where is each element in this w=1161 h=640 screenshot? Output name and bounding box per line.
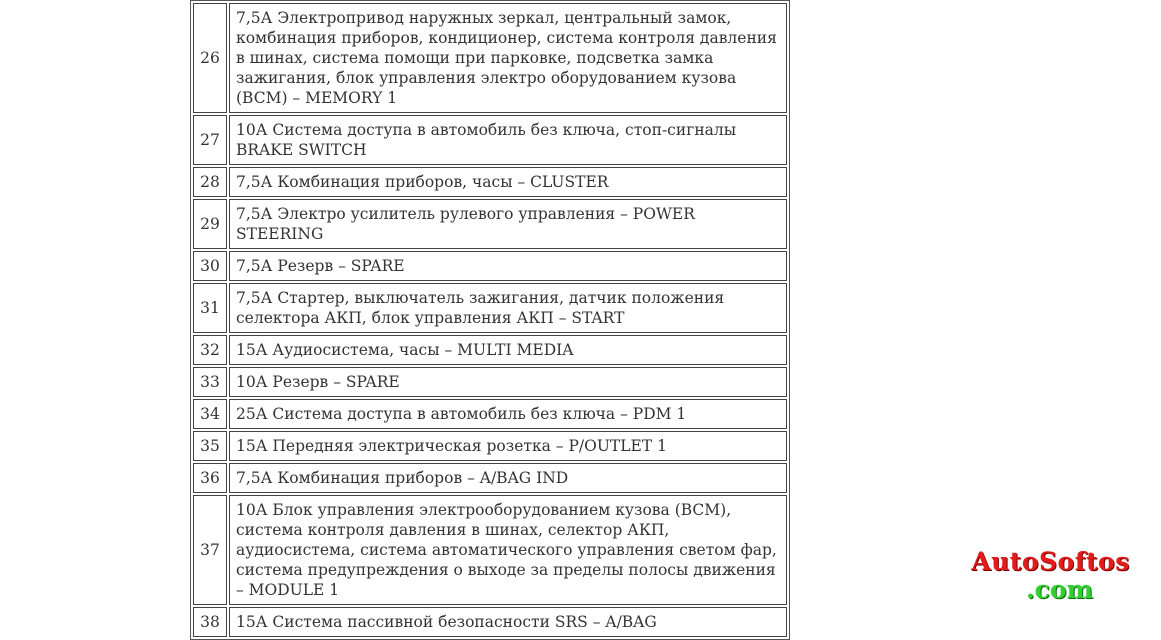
fuse-table-body — [193, 3, 787, 637]
fuse-description: 15А Аудиосистема, часы – MULTI MEDIA — [229, 335, 787, 365]
fuse-number: 26 — [193, 3, 227, 113]
table-row — [193, 3, 787, 113]
table-row — [193, 283, 787, 333]
fuse-number: 28 — [193, 167, 227, 197]
fuse-description: 7,5А Электропривод наружных зеркал, центральный замок, комбинация приборов, кондиционер, система контроля давления в шинах, система помощи при парковке, подсветка замка зажигания, блок управления электро оборудованием кузова (BCM) – MEMORY 1 — [229, 3, 787, 113]
fuse-number: 36 — [193, 463, 227, 493]
table-row — [193, 607, 787, 637]
table-row — [193, 367, 787, 397]
fuse-number: 38 — [193, 607, 227, 637]
table-row — [193, 199, 787, 249]
fuse-description: 7,5А Резерв – SPARE — [229, 251, 787, 281]
fuse-description: 7,5А Комбинация приборов, часы – CLUSTER — [229, 167, 787, 197]
watermark-domain: .com — [1025, 575, 1094, 604]
table-row — [193, 463, 787, 493]
table-row — [193, 431, 787, 461]
fuse-number: 34 — [193, 399, 227, 429]
table-row — [193, 495, 787, 605]
table-row — [193, 251, 787, 281]
fuse-description: 7,5А Комбинация приборов – A/BAG IND — [229, 463, 787, 493]
fuse-table — [190, 0, 790, 640]
fuse-number: 29 — [193, 199, 227, 249]
fuse-description: 10А Система доступа в автомобиль без ключа, стоп-сигналы BRAKE SWITCH — [229, 115, 787, 165]
table-row — [193, 167, 787, 197]
watermark-name: AutoSoftos — [971, 547, 1130, 576]
fuse-number: 35 — [193, 431, 227, 461]
site-watermark-logo — [953, 548, 1148, 604]
fuse-number: 32 — [193, 335, 227, 365]
table-row — [193, 335, 787, 365]
fuse-number: 33 — [193, 367, 227, 397]
fuse-description: 25А Система доступа в автомобиль без ключа – PDM 1 — [229, 399, 787, 429]
table-row — [193, 115, 787, 165]
fuse-description: 7,5А Стартер, выключатель зажигания, датчик положения селектора АКП, блок управления АКП – START — [229, 283, 787, 333]
fuse-number: 30 — [193, 251, 227, 281]
fuse-number: 31 — [193, 283, 227, 333]
fuse-description: 7,5А Электро усилитель рулевого управления – POWER STEERING — [229, 199, 787, 249]
fuse-number: 37 — [193, 495, 227, 605]
fuse-description: 15А Система пассивной безопасности SRS – A/BAG — [229, 607, 787, 637]
fuse-number: 27 — [193, 115, 227, 165]
table-row — [193, 399, 787, 429]
fuse-description: 10А Блок управления электрооборудованием кузова (BCM), система контроля давления в шинах, селектор АКП, аудиосистема, система автоматического управления светом фар, система предупреждения о выходе за пределы полосы движения – MODULE 1 — [229, 495, 787, 605]
fuse-description: 15А Передняя электрическая розетка – P/OUTLET 1 — [229, 431, 787, 461]
fuse-description: 10А Резерв – SPARE — [229, 367, 787, 397]
